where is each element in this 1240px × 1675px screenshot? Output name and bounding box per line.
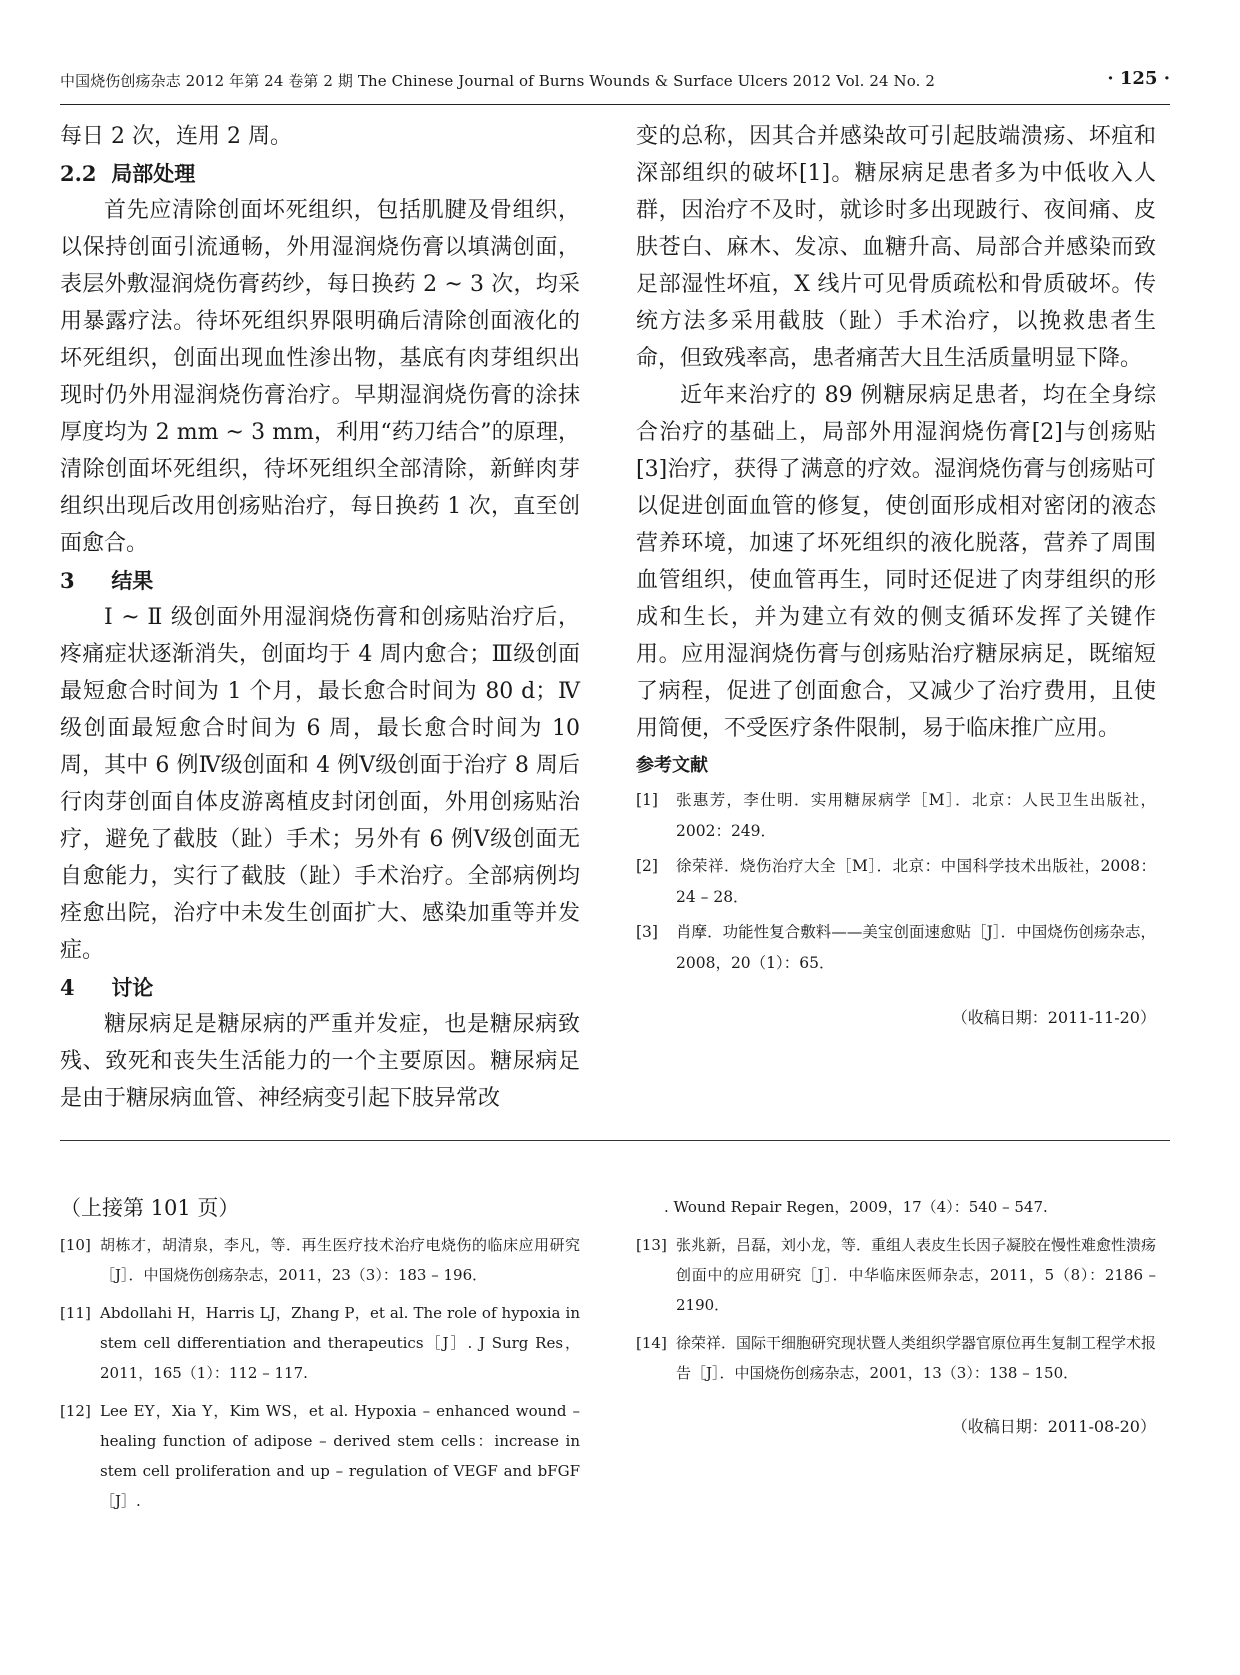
received-date: （收稿日期：2011-11-20）	[951, 1008, 1156, 1027]
reference-item	[60, 1396, 580, 1516]
section-heading-2-2	[60, 155, 580, 192]
section-number: 3	[60, 568, 75, 593]
reference-text: 徐荣祥．烧伤治疗大全［M］．北京：中国科学技术出版社，2008：24 – 28．	[676, 857, 1156, 906]
left-column	[60, 118, 580, 1117]
section-title: 讨论	[111, 975, 154, 1000]
reference-number: [11]	[60, 1304, 91, 1322]
reference-number: [14]	[636, 1334, 667, 1352]
running-header	[60, 64, 1170, 105]
reference-text: 张兆新，吕磊，刘小龙，等．重组人表皮生长因子凝胶在慢性难愈性溃疡创面中的应用研究［J］．中华临床医师杂志，2011，5（8）：2186 – 2190．	[676, 1236, 1157, 1314]
paragraph: Ⅰ ~ Ⅱ 级创面外用湿润烧伤膏和创疡贴治疗后，疼痛症状逐渐消失，创面均于 4 周内愈合；Ⅲ级创面最短愈合时间为 1 个月，最长愈合时间为 80 d；Ⅳ级创面最短愈合时间为 6 周，最长愈合时间为 10 周，其中 6 例Ⅳ级创面和 4 例Ⅴ级创面于治疗 8 周后行肉芽创面自体皮游离植皮封闭创面，外用创疡贴治疗，避免了截肢（趾）手术；另外有 6 例Ⅴ级创面无自愈能力，实行了截肢（趾）手术治疗。全部病例均痊愈出院，治疗中未发生创面扩大、感染加重等并发症。	[60, 605, 580, 963]
paragraph: 每日 2 次，连用 2 周。	[60, 124, 292, 149]
reference-number: [1]	[636, 791, 658, 809]
received-date: （收稿日期：2011-08-20）	[951, 1417, 1156, 1436]
paragraph: 糖尿病足是糖尿病的严重并发症，也是糖尿病致残、致死和丧失生活能力的一个主要原因。糖尿病足是由于糖尿病血管、神经病变引起下肢异常改	[60, 1012, 580, 1111]
reference-text: 胡栋才，胡清泉，李凡，等．再生医疗技术治疗电烧伤的临床应用研究［J］．中国烧伤创疡杂志，2011，23（3）：183 – 196．	[100, 1236, 580, 1284]
reference-item	[60, 1298, 580, 1388]
reference-text: Lee EY，Xia Y，Kim WS，et al. Hypoxia – enhanced wound – healing function of adipose – derived stem cells：increase in stem cell proliferation and up – regulation of VEGF and bFGF［J］.	[100, 1402, 580, 1510]
reference-number: [13]	[636, 1236, 667, 1254]
section-heading-3	[60, 562, 580, 599]
section-title: 结果	[111, 568, 154, 593]
reference-number: [2]	[636, 857, 658, 875]
reference-text: 徐荣祥．国际干细胞研究现状暨人类组织学器官原位再生复制工程学术报告［J］．中国烧伤创疡杂志，2001，13（3）：138 – 150．	[676, 1334, 1157, 1382]
reference-number: [3]	[636, 923, 658, 941]
reference-item	[636, 851, 1156, 913]
page-number: · 125 ·	[1107, 68, 1170, 89]
section-title: 局部处理	[111, 161, 196, 186]
reference-item	[60, 1230, 580, 1290]
reference-continuation: . Wound Repair Regen，2009，17（4）：540 – 547.	[664, 1198, 1048, 1216]
paragraph: 变的总称，因其合并感染故可引起肢端溃疡、坏疽和深部组织的破坏[1]。糖尿病足患者多为中低收入人群，因治疗不及时，就诊时多出现跛行、夜间痛、皮肤苍白、麻木、发凉、血糖升高、局部合并感染而致足部湿性坏疽，X 线片可见骨质疏松和骨质破坏。传统方法多采用截肢（趾）手术治疗，以挽救患者生命，但致残率高，患者痛苦大且生活质量明显下降。	[636, 124, 1156, 371]
journal-title: 中国烧伤创疡杂志 2012 年第 24 卷第 2 期 The Chinese Journal of Burns Wounds & Surface Ulcers 2012 Vol. 24 No. 2	[60, 72, 936, 90]
reference-item	[636, 917, 1156, 979]
reference-number: [12]	[60, 1402, 91, 1420]
section-number: 4	[60, 975, 75, 1000]
reference-item	[636, 785, 1156, 847]
reference-text: 张惠芳，李仕明．实用糖尿病学［M］．北京：人民卫生出版社，2002：249．	[676, 791, 1156, 840]
reference-text: 肖摩．功能性复合敷料——美宝创面速愈贴［J］．中国烧伤创疡杂志，2008，20（1）：65．	[676, 923, 1156, 972]
continued-left-column	[60, 1192, 580, 1524]
references-heading: 参考文献	[636, 755, 708, 776]
continued-from-note: （上接第 101 页）	[60, 1196, 240, 1220]
continued-right-column	[636, 1192, 1156, 1440]
reference-item	[636, 1328, 1156, 1388]
paragraph: 近年来治疗的 89 例糖尿病足患者，均在全身综合治疗的基础上，局部外用湿润烧伤膏[2]与创疡贴[3]治疗，获得了满意的疗效。湿润烧伤膏与创疡贴可以促进创面血管的修复，使创面形成相对密闭的液态营养环境，加速了坏死组织的液化脱落，营养了周围血管组织，使血管再生，同时还促进了肉芽组织的形成和生长，并为建立有效的侧支循环发挥了关键作用。应用湿润烧伤膏与创疡贴治疗糖尿病足，既缩短了病程，促进了创面愈合，又减少了治疗费用，且使用简便，不受医疗条件限制，易于临床推广应用。	[636, 383, 1156, 741]
right-column	[636, 118, 1156, 1031]
section-heading-4	[60, 969, 580, 1006]
reference-number: [10]	[60, 1236, 91, 1254]
section-divider	[60, 1140, 1170, 1141]
paragraph: 首先应清除创面坏死组织，包括肌腱及骨组织，以保持创面引流通畅，外用湿润烧伤膏以填满创面，表层外敷湿润烧伤膏药纱，每日换药 2 ~ 3 次，均采用暴露疗法。待坏死组织界限明确后清除创面液化的坏死组织，创面出现血性渗出物，基底有肉芽组织出现时仍外用湿润烧伤膏治疗。早期湿润烧伤膏的涂抹厚度均为 2 mm ~ 3 mm，利用“药刀结合”的原理，清除创面坏死组织，待坏死组织全部清除，新鲜肉芽组织出现后改用创疡贴治疗，每日换药 1 次，直至创面愈合。	[60, 198, 580, 556]
reference-text: Abdollahi H，Harris LJ，Zhang P，et al. The role of hypoxia in stem cell differentiation and therapeutics［J］. J Surg Res，2011，165（1）：112 – 117.	[100, 1304, 580, 1382]
reference-item	[636, 1230, 1156, 1320]
section-number: 2.2	[60, 161, 97, 186]
